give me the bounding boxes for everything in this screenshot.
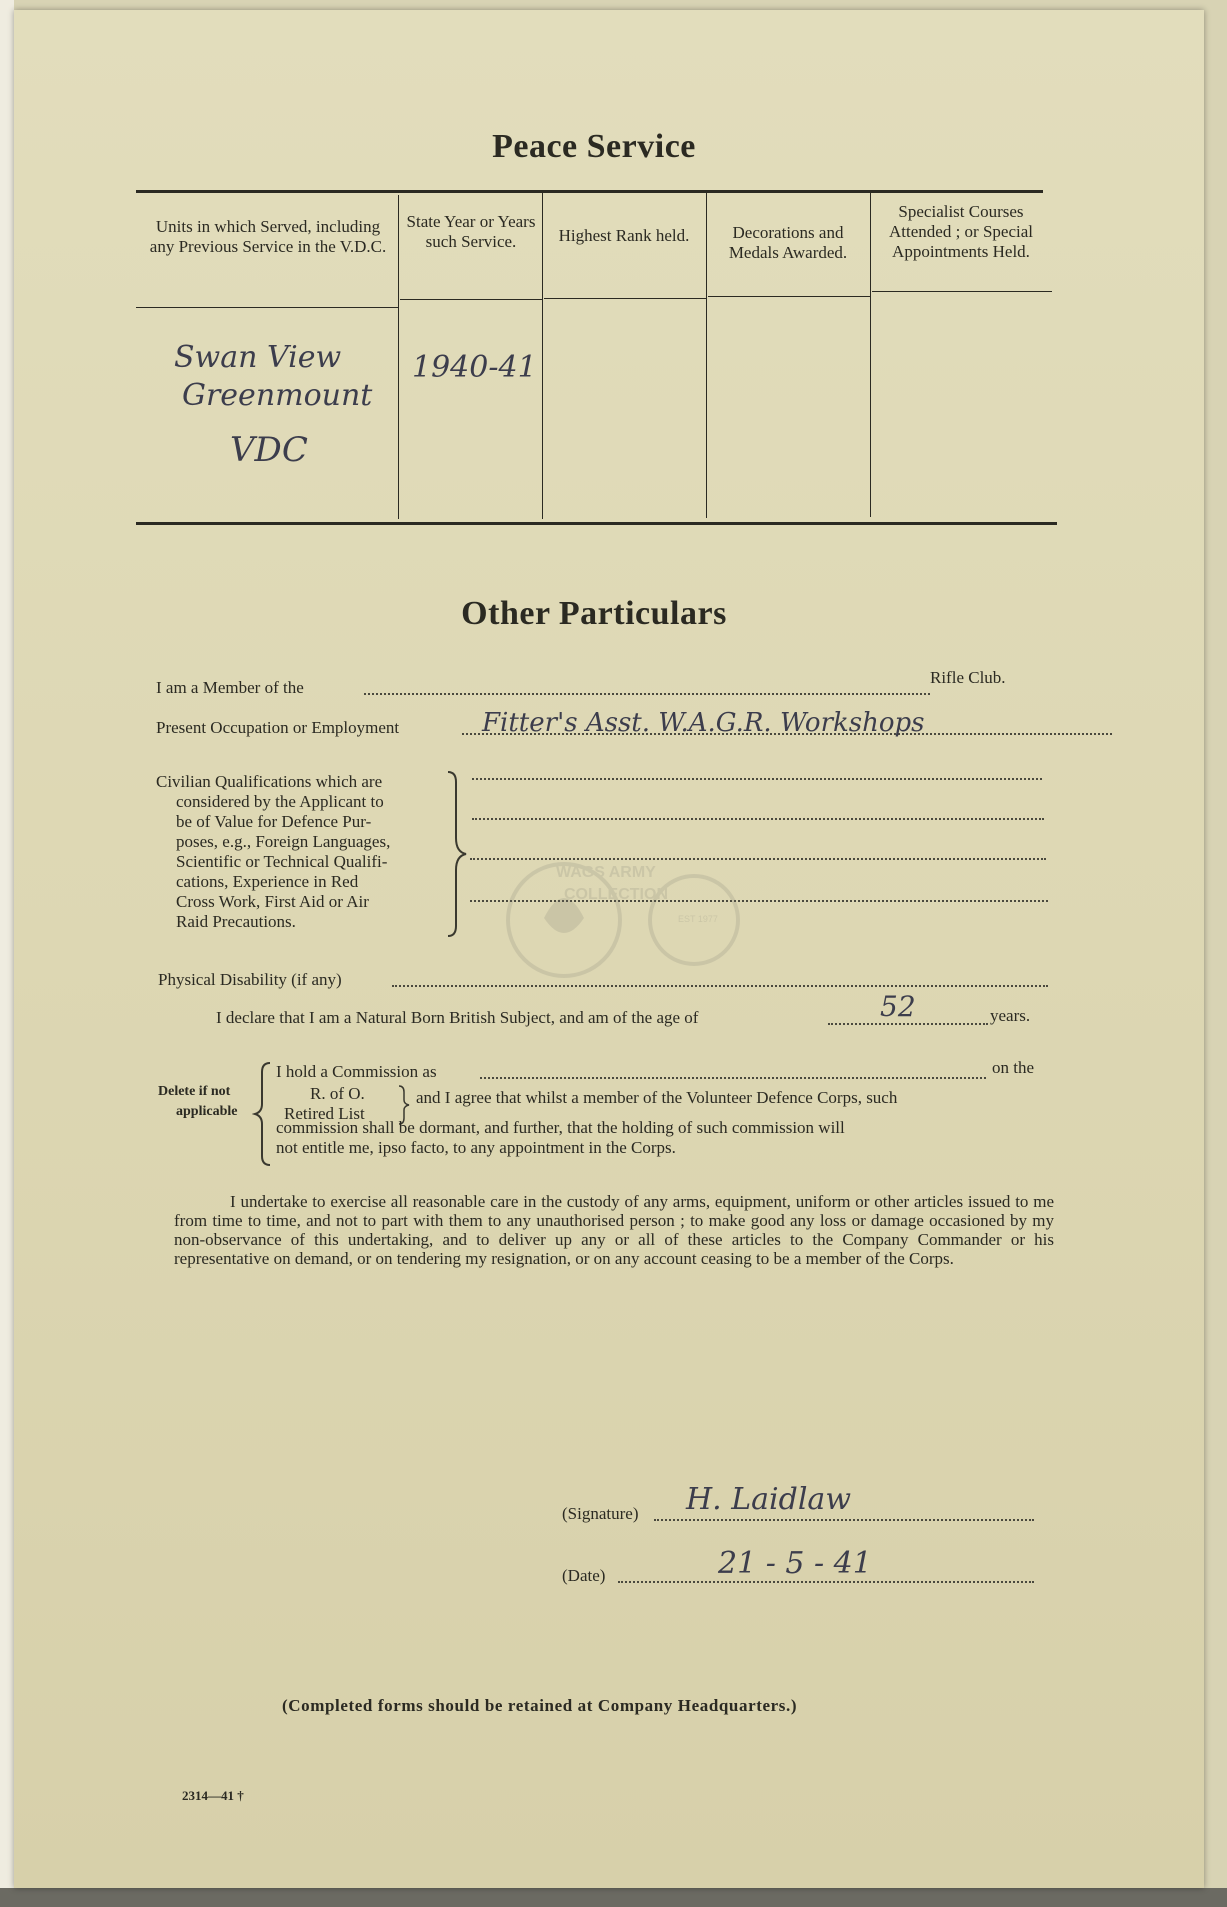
civilian-line-7: Cross Work, First Aid or Air (176, 892, 369, 911)
member-label: I am a Member of the (156, 678, 304, 697)
date-field[interactable] (618, 1581, 1034, 1583)
watermark-stamp (494, 858, 764, 978)
footer-note: (Completed forms should be retained at Company Headquarters.) (282, 1696, 798, 1715)
header-specialist: Specialist Courses Attended ; or Special Appointments Held. (889, 202, 1033, 261)
retired-list-label: Retired List (284, 1104, 365, 1123)
delete-brace (252, 1060, 274, 1168)
signature-label: (Signature) (562, 1504, 639, 1523)
undertaking-paragraph: I undertake to exercise all reasonable care in the custody of any arms, equipment, uniform or other articles issued to me from time to time, and not to part with them to any unauthorised person ; to make good any loss or damage occasioned by my non-observance of this undertaking, and to deliver up any or all of these articles to the Company Commander or his representative on demand, or on tendering my resignation, or on any account ceasing to be a member of the Corps. (174, 1192, 1054, 1268)
header-rule-1 (136, 307, 398, 308)
civilian-line-5: Scientific or Technical Qualifi- (176, 852, 388, 871)
disability-field[interactable] (392, 985, 1048, 987)
delete-label-2: applicable (176, 1104, 238, 1119)
civilian-field-1[interactable] (472, 778, 1042, 780)
civilian-field-2[interactable] (472, 818, 1044, 820)
commission-line4: not entitle me, ipso facto, to any appointment in the Corps. (276, 1138, 676, 1157)
age-field[interactable] (828, 1023, 988, 1025)
date-label: (Date) (562, 1566, 606, 1585)
signature-value: H. Laidlaw (686, 1482, 851, 1517)
civilian-line-2: considered by the Applicant to (176, 792, 384, 811)
civilian-brace (444, 768, 474, 940)
occupation-label: Present Occupation or Employment (156, 718, 400, 737)
disability-label: Physical Disability (if any) (158, 970, 342, 989)
scan-edge-bottom (0, 1888, 1227, 1907)
col-divider-4 (870, 191, 871, 517)
col-divider-2 (542, 193, 543, 519)
header-rank: Highest Rank held. (558, 226, 690, 245)
form-page (14, 10, 1204, 1888)
scan-edge-left (0, 0, 14, 1907)
table-top-rule (136, 190, 1043, 193)
header-rule-3 (544, 298, 706, 299)
unit-entry-line2: Greenmount (182, 378, 373, 413)
header-rule-4 (708, 296, 870, 297)
unit-entry-line1: Swan View (174, 340, 342, 375)
table-bottom-rule (136, 522, 1057, 525)
commission-field[interactable] (480, 1077, 986, 1079)
col-divider-3 (706, 192, 707, 518)
agree-text: and I agree that whilst a member of the Volunteer Defence Corps, such (416, 1088, 898, 1107)
years-entry: 1940-41 (412, 350, 537, 385)
declare-label: I declare that I am a Natural Born British Subject, and am of the age of (216, 1008, 699, 1027)
header-years: State Year or Years such Service. (406, 212, 536, 251)
watermark-line1: WAGS ARMY (556, 864, 656, 881)
civilian-line-4: poses, e.g., Foreign Languages, (176, 832, 391, 851)
watermark-line2: COLLECTION (564, 886, 668, 903)
rifle-club-field[interactable] (364, 693, 930, 695)
other-particulars-title: Other Particulars (461, 595, 727, 632)
form-code: 2314—41 † (182, 1788, 244, 1803)
delete-label-1: Delete if not (158, 1084, 231, 1099)
civilian-line-1: Civilian Qualifications which are (156, 772, 383, 791)
date-value: 21 - 5 - 41 (718, 1546, 872, 1581)
watermark-line3: EST 1977 (678, 914, 718, 924)
years-label: years. (990, 1006, 1031, 1025)
header-rule-5 (872, 291, 1052, 292)
civilian-line-8: Raid Precautions. (176, 912, 296, 931)
age-value: 52 (880, 990, 916, 1023)
header-rule-2 (400, 299, 542, 300)
col-divider-1 (398, 195, 399, 519)
header-units: Units in which Served, including any Previous Service in the V.D.C. (149, 217, 387, 256)
header-decorations: Decorations and Medals Awarded. (728, 223, 848, 262)
rifle-club-label: Rifle Club. (930, 668, 1006, 687)
ro-label: R. of O. (310, 1084, 365, 1103)
on-the-label: on the (992, 1058, 1035, 1077)
civilian-line-6: cations, Experience in Red (176, 872, 359, 891)
signature-field[interactable] (654, 1519, 1034, 1521)
unit-entry-line3: VDC (230, 430, 308, 470)
peace-service-title: Peace Service (492, 128, 696, 165)
commission-line1: I hold a Commission as (276, 1062, 437, 1081)
commission-line3: commission shall be dormant, and further, that the holding of such commission will (276, 1118, 845, 1137)
civilian-line-3: be of Value for Defence Pur- (176, 812, 372, 831)
occupation-value: Fitter's Asst. W.A.G.R. Workshops (482, 708, 925, 738)
